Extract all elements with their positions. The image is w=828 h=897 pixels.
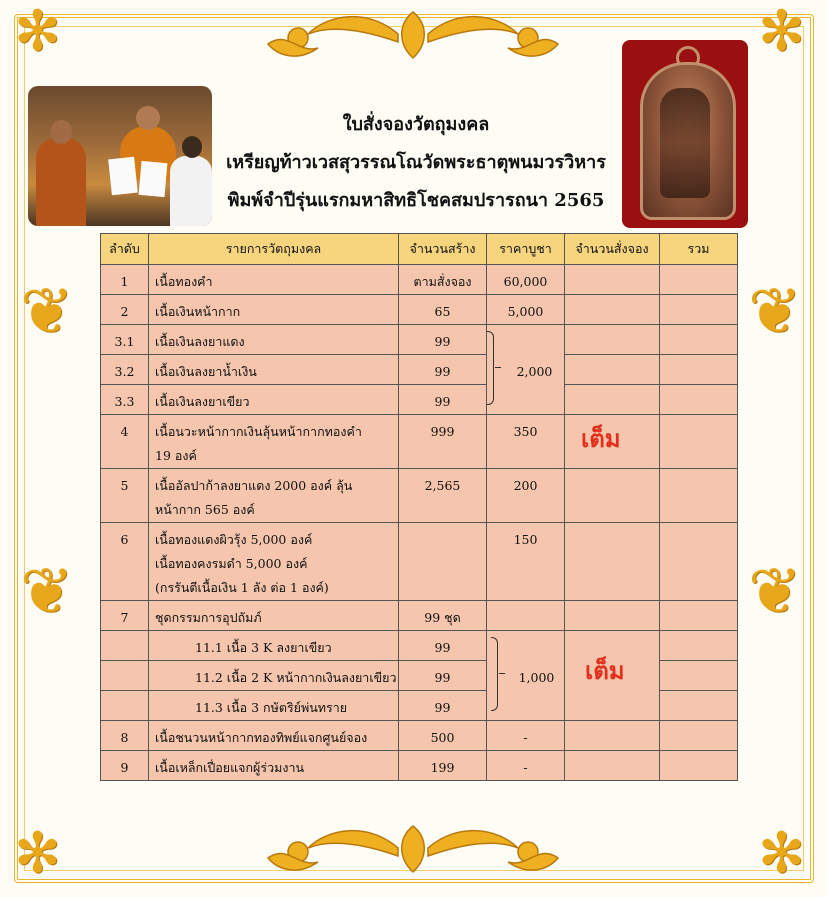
top-ornament-icon bbox=[258, 4, 568, 66]
row-item: ชุดกรรมการอุปถัมภ์ bbox=[149, 601, 399, 631]
row-qty: 99 bbox=[399, 325, 487, 355]
table-row bbox=[101, 355, 738, 385]
header-no: ลำดับ bbox=[101, 234, 149, 265]
table-row bbox=[101, 601, 738, 631]
row-order-cell[interactable] bbox=[565, 265, 660, 295]
side-ornament-icon: ❦ bbox=[20, 555, 74, 629]
row-total-cell[interactable] bbox=[660, 523, 738, 601]
row-total-cell[interactable] bbox=[660, 469, 738, 523]
row-item: เนื้อเงินลงยาน้ำเงิน bbox=[149, 355, 399, 385]
table-row bbox=[101, 469, 738, 523]
row-item-line: 19 องค์ bbox=[155, 448, 197, 463]
row-qty: 199 bbox=[399, 751, 487, 781]
title-line-3: พิมพ์จำปีรุ่นแรกมหาสิทธิโชคสมปรารถนา 2565 bbox=[227, 190, 605, 211]
row-price: 200 bbox=[487, 469, 565, 523]
row-order-cell[interactable] bbox=[565, 385, 660, 415]
row-no bbox=[101, 661, 149, 691]
group3-price-cell bbox=[487, 325, 565, 415]
row-order-cell[interactable] bbox=[565, 751, 660, 781]
row-qty: 99 bbox=[399, 661, 487, 691]
monks-ceremony-photo bbox=[28, 86, 212, 226]
row-no: 5 bbox=[101, 469, 149, 523]
table-row bbox=[101, 295, 738, 325]
row-item-line: เนื้อทองแดงผิวรุ้ง 5,000 องค์ bbox=[155, 532, 313, 547]
table-row bbox=[101, 265, 738, 295]
row-no bbox=[101, 691, 149, 721]
row-item: เนื้อเงินลงยาเขียว bbox=[149, 385, 399, 415]
header-total: รวม bbox=[660, 234, 738, 265]
table-row bbox=[101, 325, 738, 355]
row-no: 3.3 bbox=[101, 385, 149, 415]
row-qty bbox=[399, 523, 487, 601]
row-item bbox=[149, 523, 399, 601]
row-total-cell[interactable] bbox=[660, 385, 738, 415]
table-row bbox=[101, 523, 738, 601]
row-price bbox=[487, 601, 565, 631]
side-ornament-icon: ❦ bbox=[20, 275, 74, 349]
group7-order-cell[interactable] bbox=[565, 631, 660, 721]
corner-ornament-icon: ✻ bbox=[758, 0, 805, 64]
corner-ornament-icon: ✻ bbox=[758, 821, 805, 886]
header-order: จำนวนสั่งจอง bbox=[565, 234, 660, 265]
row-total-cell[interactable] bbox=[660, 325, 738, 355]
row-qty: 99 bbox=[399, 631, 487, 661]
corner-ornament-icon: ✻ bbox=[14, 0, 61, 64]
row-qty: 65 bbox=[399, 295, 487, 325]
row-no: 3.1 bbox=[101, 325, 149, 355]
side-ornament-icon: ❦ bbox=[748, 555, 802, 629]
table-row bbox=[101, 415, 738, 469]
row-item-line: เนื้อนวะหน้ากากเงินลุ้นหน้ากากทองคำ bbox=[155, 424, 362, 439]
row-item-line: เนื้ออัลปาก้าลงยาแดง 2000 องค์ ลุ้น bbox=[155, 478, 353, 493]
table-header-row bbox=[101, 234, 738, 265]
row-order-cell[interactable] bbox=[565, 355, 660, 385]
row-total-cell[interactable] bbox=[660, 721, 738, 751]
row-price: 150 bbox=[487, 523, 565, 601]
row-price: - bbox=[487, 721, 565, 751]
row-item bbox=[149, 469, 399, 523]
row-item: เนื้อชนวนหน้ากากทองทิพย์แจกศูนย์จอง bbox=[149, 721, 399, 751]
row-item: เนื้อเหล็กเปื่อยแจกผู้ร่วมงาน bbox=[149, 751, 399, 781]
row-order-cell[interactable] bbox=[565, 295, 660, 325]
row-item-line: เนื้อทองคงรมดำ 5,000 องค์ bbox=[155, 556, 308, 571]
row-order-cell[interactable] bbox=[565, 601, 660, 631]
row-no: 4 bbox=[101, 415, 149, 469]
order-table bbox=[100, 233, 738, 781]
amulet-coin-photo bbox=[622, 40, 748, 228]
row-price: 350 bbox=[487, 415, 565, 469]
title-line-2: เหรียญท้าวเวสสุวรรณโณวัดพระธาตุพนมวรวิหาร bbox=[226, 152, 606, 173]
header-qty: จำนวนสร้าง bbox=[399, 234, 487, 265]
row-qty: 99 bbox=[399, 355, 487, 385]
bracket-icon bbox=[487, 331, 494, 405]
table-row bbox=[101, 385, 738, 415]
row-qty: 99 bbox=[399, 691, 487, 721]
row-total-cell[interactable] bbox=[660, 265, 738, 295]
sold-out-label: เต็ม bbox=[585, 657, 625, 685]
row-price: - bbox=[487, 751, 565, 781]
document-title bbox=[214, 106, 618, 220]
row-item-line: (กรรันตีเนื้อเงิน 1 ลัง ต่อ 1 องค์) bbox=[155, 580, 329, 595]
sold-out-label: เต็ม bbox=[581, 425, 621, 453]
row-total-cell[interactable] bbox=[660, 295, 738, 325]
row-order-cell[interactable] bbox=[565, 523, 660, 601]
row-total-cell[interactable] bbox=[660, 601, 738, 631]
group3-price: 2,000 bbox=[516, 364, 553, 379]
row-item: 11.2 เนื้อ 2 K หน้ากากเงินลงยาเขียว bbox=[149, 661, 399, 691]
row-qty: 99 bbox=[399, 385, 487, 415]
bracket-tick-icon bbox=[499, 673, 505, 674]
row-qty: 2,565 bbox=[399, 469, 487, 523]
row-item: เนื้อเงินหน้ากาก bbox=[149, 295, 399, 325]
table-row bbox=[101, 721, 738, 751]
bracket-tick-icon bbox=[495, 367, 501, 368]
row-qty: ตามสั่งจอง bbox=[399, 265, 487, 295]
row-total-cell[interactable] bbox=[660, 691, 738, 721]
row-no: 7 bbox=[101, 601, 149, 631]
row-no: 8 bbox=[101, 721, 149, 751]
bottom-ornament-icon bbox=[258, 818, 568, 880]
row-item bbox=[149, 415, 399, 469]
row-no: 3.2 bbox=[101, 355, 149, 385]
row-total-cell[interactable] bbox=[660, 355, 738, 385]
row-no: 6 bbox=[101, 523, 149, 601]
row-qty: 500 bbox=[399, 721, 487, 751]
row-no: 2 bbox=[101, 295, 149, 325]
row-item: เนื้อทองคำ bbox=[149, 265, 399, 295]
group7-price-cell bbox=[487, 631, 565, 721]
row-item: 11.3 เนื้อ 3 กษัตริย์พ่นทราย bbox=[149, 691, 399, 721]
group7-price: 1,000 bbox=[518, 670, 555, 685]
row-order-cell[interactable] bbox=[565, 469, 660, 523]
row-item-line: หน้ากาก 565 องค์ bbox=[155, 502, 255, 517]
row-price: 60,000 bbox=[487, 265, 565, 295]
row-no: 9 bbox=[101, 751, 149, 781]
row-price: 5,000 bbox=[487, 295, 565, 325]
row-no bbox=[101, 631, 149, 661]
side-ornament-icon: ❦ bbox=[748, 275, 802, 349]
header-item: รายการวัตถุมงคล bbox=[149, 234, 399, 265]
row-total-cell[interactable] bbox=[660, 415, 738, 469]
row-qty: 999 bbox=[399, 415, 487, 469]
row-qty: 99 ชุด bbox=[399, 601, 487, 631]
row-order-cell[interactable] bbox=[565, 325, 660, 355]
row-order-cell[interactable] bbox=[565, 415, 660, 469]
title-line-1: ใบสั่งจองวัตถุมงคล bbox=[342, 114, 490, 135]
row-item: เนื้อเงินลงยาแดง bbox=[149, 325, 399, 355]
row-total-cell[interactable] bbox=[660, 751, 738, 781]
row-item: 11.1 เนื้อ 3 K ลงยาเขียว bbox=[149, 631, 399, 661]
table-row bbox=[101, 751, 738, 781]
row-total-cell[interactable] bbox=[660, 661, 738, 691]
row-no: 1 bbox=[101, 265, 149, 295]
row-total-cell[interactable] bbox=[660, 631, 738, 661]
bracket-icon bbox=[491, 637, 498, 711]
row-order-cell[interactable] bbox=[565, 721, 660, 751]
header-price: ราคาบูชา bbox=[487, 234, 565, 265]
table-row bbox=[101, 631, 738, 661]
corner-ornament-icon: ✻ bbox=[14, 821, 61, 886]
